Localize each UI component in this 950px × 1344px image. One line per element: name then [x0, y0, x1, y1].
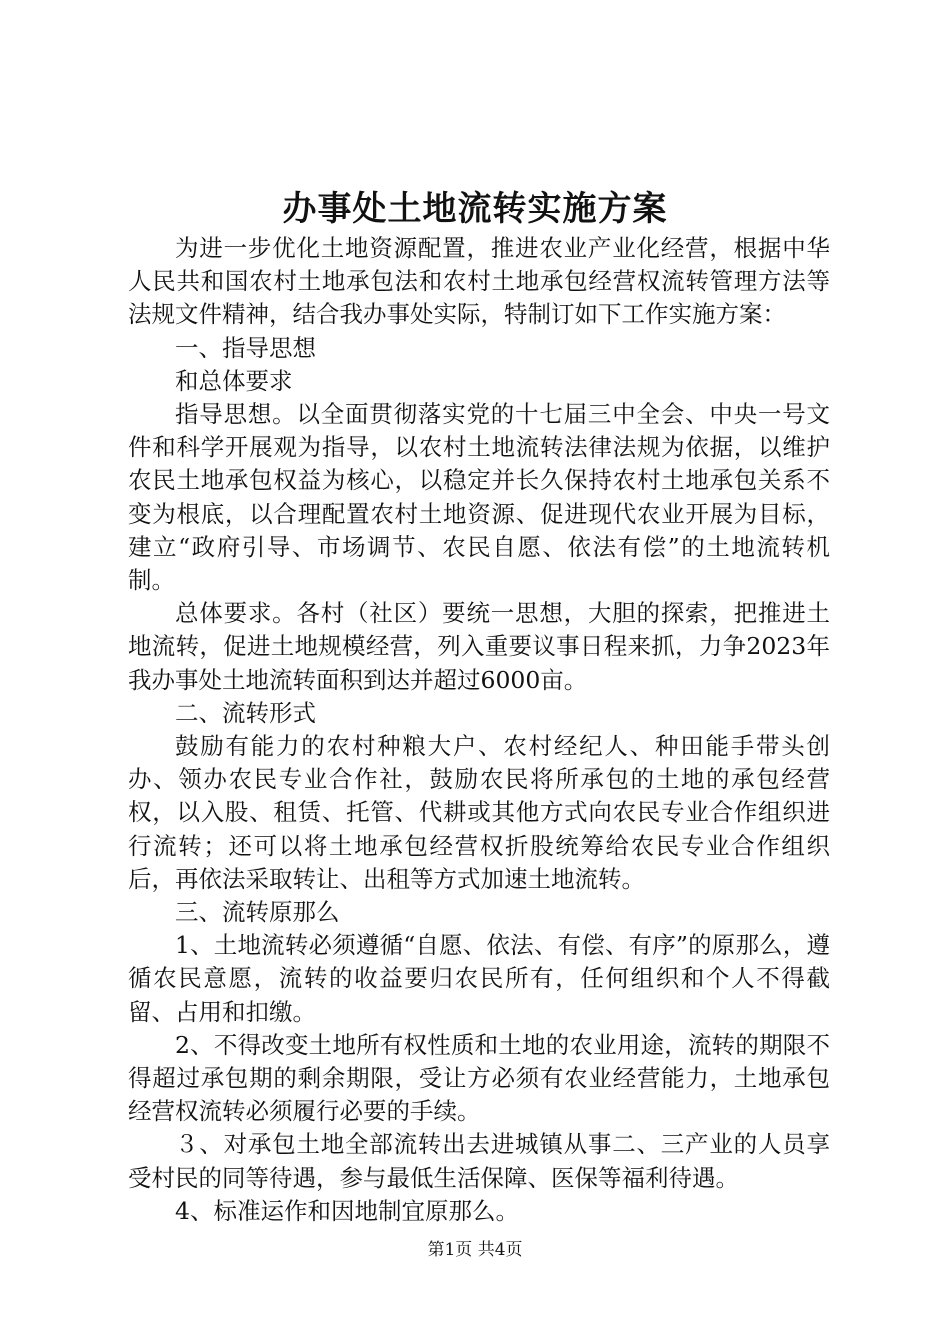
- guiding-thought-paragraph: 指导思想。以全面贯彻落实党的十七届三中全会、中央一号文件和科学开展观为指导，以农村土地流转法律法规为依据，以维护农民土地承包权益为核心，以稳定并长久保持农村土地承包关系不变为根底，以合理配置农村土地资源、促进现代农业开展为目标，建立“政府引导、市场调节、农民自愿、依法有偿”的土地流转机制。: [128, 400, 830, 595]
- principle-item-4: 4、标准运作和因地制宜原那么。: [175, 1196, 519, 1225]
- overall-requirements-paragraph: 总体要求。各村（社区）要统一思想，大胆的探索，把推进土地流转，促进土地规模经营，列入重要议事日程来抓，力争2023年我办事处土地流转面积到达并超过6000亩。: [128, 599, 830, 694]
- principle-item-1: 1、土地流转必须遵循“自愿、依法、有偿、有序”的原那么，遵循农民意愿，流转的收益要归农民所有，任何组织和个人不得截留、占用和扣缴。: [128, 931, 830, 1026]
- document-title: 办事处土地流转实施方案: [282, 189, 668, 229]
- section-heading-guiding-thought: 一、指导思想: [175, 333, 316, 362]
- principle-item-3: ３、对承包土地全部流转出去进城镇从事二、三产业的人员享受村民的同等待遇，参与最低生活保障、医保等福利待遇。: [128, 1130, 830, 1192]
- page-footer: 第1页 共4页: [427, 1240, 523, 1260]
- section-heading-transfer-forms: 二、流转形式: [175, 698, 316, 727]
- transfer-forms-paragraph: 鼓励有能力的农村种粮大户、农村经纪人、种田能手带头创办、领办农民专业合作社，鼓励农民将所承包的土地的承包经营权，以入股、租赁、托管、代耕或其他方式向农民专业合作组织进行流转；还可以将土地承包经营权折股统筹给农民专业合作组织后，再依法采取转让、出租等方式加速土地流转。: [128, 732, 830, 893]
- section-heading-overall-requirements: 和总体要求: [175, 366, 293, 395]
- section-heading-transfer-principles: 三、流转原那么: [175, 898, 340, 927]
- principle-item-2: 2、不得改变土地所有权性质和土地的农业用途，流转的期限不得超过承包期的剩余期限，受让方必须有农业经营能力，土地承包经营权流转必须履行必要的手续。: [128, 1030, 830, 1126]
- intro-paragraph: 为进一步优化土地资源配置，推进农业产业化经营，根据中华人民共和国农村土地承包法和农村土地承包经营权流转管理方法等法规文件精神，结合我办事处实际，特制订如下工作实施方案：: [128, 234, 830, 329]
- document-body: [128, 232, 830, 1228]
